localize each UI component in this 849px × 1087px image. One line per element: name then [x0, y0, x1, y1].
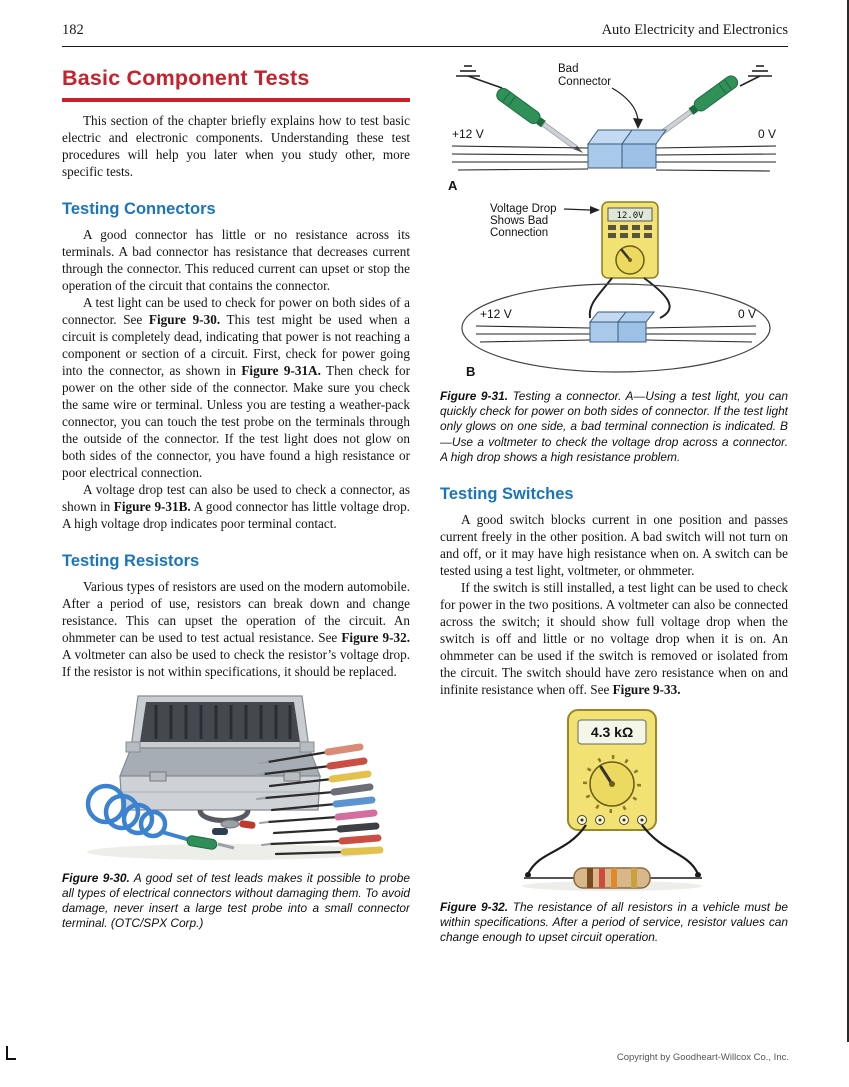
figure-reference: Figure 9-31A. [241, 362, 321, 378]
text-segment: This test might be used when a circuit is completely dead, indicating that power is not reaching a component or section of a circuit. First, check for power going into the connector, as shown in [62, 311, 410, 378]
label-0v-b: 0 V [737, 307, 756, 321]
figure-9-32 [440, 708, 788, 946]
paragraph [62, 578, 410, 680]
meter-display-ohms: 4.3 kΩ [590, 724, 634, 741]
page-header [62, 22, 788, 39]
left-column [62, 54, 410, 1066]
figure-caption-label: Figure 9-32. [440, 900, 509, 915]
two-column-layout [62, 54, 788, 1066]
text-segment: Then check for power on the other side of the connector. Make sure you check the same wire or terminal. Unless you are testing a weather-pack connector, you can touch the test probe on the terminals through the outside of the connector. If the test light does not glow on both sides of the connector, you have found a high resistance or poor electrical connection. [62, 362, 410, 480]
main-heading-underline [62, 98, 410, 102]
figure-reference: Figure 9-33. [612, 682, 681, 698]
figure-reference: Figure 9-30. [148, 311, 221, 327]
label-plus-12v-b: +12 V [480, 307, 512, 321]
text-segment: Various types of resistors are used on the modern automobile. After a period of use, resistors can break down and change resistance. This can upset the operation of the circuit. An ohmmeter can be used to test actual resistance. See [62, 578, 410, 645]
text-segment: A voltage drop test can also be used to check a connector, as shown in [62, 481, 410, 514]
scan-artifact-corner [6, 1046, 16, 1060]
arrow-to-meter [590, 206, 600, 214]
paragraph [62, 294, 410, 481]
figure-9-30 [62, 692, 410, 932]
text-segment: If the switch is still installed, a test light can be used to check for power in the two positions. A voltmeter can also be connected across the switch; it should show full voltage drop when the switch is off and little or no voltage drop when it is on. An ohmmeter can be used if the switch is removed or isolated from the circuit. The switch should have zero resistance when on and infinite resistance when off. See [440, 580, 788, 698]
figure-9-32-caption [440, 900, 788, 946]
part-a-label: A [448, 178, 458, 193]
figure-reference: Figure 9-31B. [113, 498, 191, 514]
figure-caption-text: Testing a connector. A—Using a test light, you can quickly check for power on both sides of connector. If the test light only glows on one side, a bad terminal connection is indicated. B—Use a voltmeter to check the voltage drop across a connector. A high drop shows a high resistance problem. [440, 389, 788, 464]
meter-lead-left [528, 825, 586, 874]
text-segment: A test light can be used to check for power on both sides of a connector. See [62, 294, 410, 327]
meter-lead-right [642, 825, 698, 874]
header-rule [62, 46, 788, 47]
page-number: 182 [62, 22, 84, 38]
svg-text:Connection: Connection [490, 227, 549, 239]
figure-caption-label: Figure 9-31. [440, 389, 509, 403]
text-segment: A good connector has little voltage drop. A high voltage drop indicates poor terminal contact. [62, 498, 410, 531]
text-segment: A voltmeter can also be used to check the resistor’s voltage drop. If the resistor is not within specifications, it should be replaced. [62, 646, 410, 679]
label-bad-connector: Bad [558, 63, 579, 75]
figure-reference: Figure 9-32. [341, 629, 410, 645]
figure-9-30-caption [62, 871, 410, 932]
intro-paragraph: This section of the chapter briefly explains how to test basic electric and electronic components. Understanding these test procedures will help you later when you study other, more specific tests. [62, 112, 410, 179]
figure-9-31-image [440, 60, 788, 382]
heading-testing-connectors: Testing Connectors [62, 199, 216, 218]
ohmmeter [568, 710, 656, 830]
paragraph: A good connector has little or no resistance across its terminals. A bad connector has resistance that decreases current through the connector. This reduced current can upset or stop the operation of the circuit that contains the connector. [62, 226, 410, 293]
connector-a [588, 130, 666, 168]
fig31-part-a [448, 63, 776, 193]
figure-9-31 [440, 60, 788, 465]
label-voltage-drop: Voltage Drop [490, 203, 557, 215]
paragraph: A good switch blocks current in one position and passes current freely in the other position. A bad switch will not turn on and off, or it may have high resistance when on. A switch can be tested using a test light, voltmeter, or ohmmeter. [440, 512, 788, 579]
connector-b [590, 312, 654, 342]
svg-text:Connector: Connector [558, 76, 612, 88]
svg-text:Shows Bad: Shows Bad [490, 215, 549, 227]
running-title: Auto Electricity and Electronics [601, 22, 788, 38]
multimeter-b [602, 202, 658, 278]
figure-9-32-image [440, 708, 788, 893]
copyright-line: Copyright by Goodheart-Willcox Co., Inc. [616, 1052, 789, 1063]
fig31-part-b [462, 202, 770, 379]
figure-9-30-image [62, 692, 410, 864]
arrow-to-connector [633, 118, 643, 129]
figure-caption-label: Figure 9-30. [62, 870, 130, 885]
paragraph [62, 481, 410, 532]
ground-symbol-right [740, 66, 772, 86]
meter-display-b: 12.0V [616, 211, 644, 221]
figure-9-31-caption [440, 389, 788, 465]
label-0v-a: 0 V [757, 127, 776, 141]
part-b-label: B [466, 364, 476, 379]
heading-testing-switches: Testing Switches [440, 485, 574, 504]
right-column [440, 54, 788, 1066]
heading-testing-resistors: Testing Resistors [62, 551, 200, 570]
figure-caption-text: The resistance of all resistors in a vehicle must be within specifications. After a period of service, resistor values can change enough to upset circuit operation. [440, 900, 788, 945]
figure-caption-text: A good set of test leads makes it possible to probe all types of electrical connectors without damaging them. To avoid damage, never insert a large test probe into a small connector terminal. (OTC/SPX Corp.) [62, 870, 410, 931]
ground-symbol-left [456, 66, 502, 88]
paragraph [440, 579, 788, 698]
main-heading: Basic Component Tests [62, 66, 310, 90]
label-plus-12v-a: +12 V [452, 127, 484, 141]
